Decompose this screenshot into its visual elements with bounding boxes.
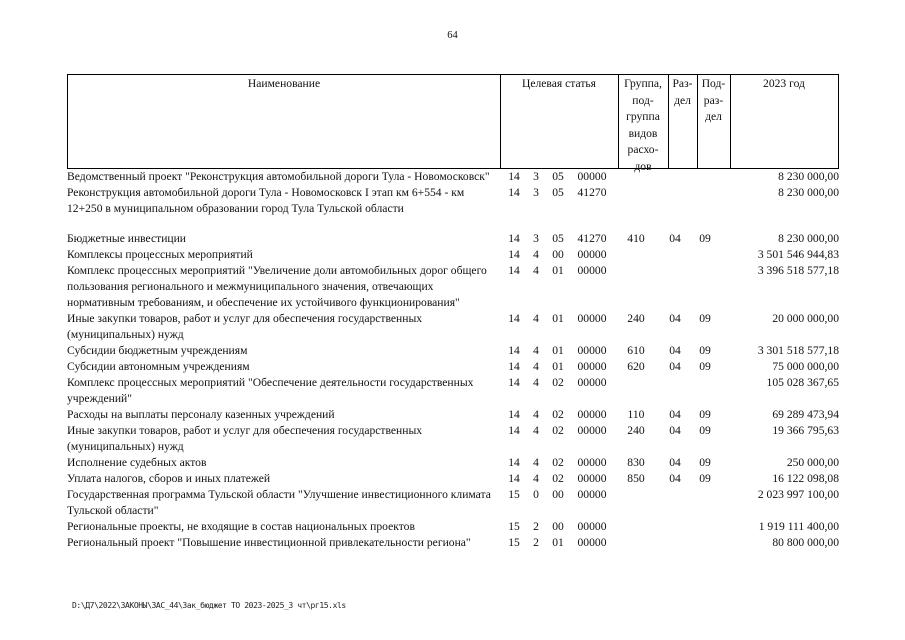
cell-b: 4 bbox=[533, 456, 539, 469]
cell-r: 04 bbox=[669, 472, 681, 485]
cell-a: 14 bbox=[508, 424, 520, 437]
cell-v: 80 800 000,00 bbox=[772, 536, 839, 549]
cell-v: 250 000,00 bbox=[786, 456, 839, 469]
table-row bbox=[67, 423, 839, 455]
table-row bbox=[67, 487, 839, 519]
cell-a: 15 bbox=[508, 520, 520, 533]
cell-c: 01 bbox=[552, 360, 564, 373]
cell-v: 8 230 000,00 bbox=[778, 170, 839, 183]
table-row bbox=[67, 311, 839, 343]
cell-v: 2 023 997 100,00 bbox=[757, 488, 839, 501]
cell-d: 00000 bbox=[577, 520, 607, 533]
table-row bbox=[67, 535, 839, 551]
cell-b: 4 bbox=[533, 424, 539, 437]
cell-p: 09 bbox=[699, 312, 711, 325]
cell-r: 04 bbox=[669, 424, 681, 437]
cell-a: 14 bbox=[508, 456, 520, 469]
cell-r: 04 bbox=[669, 232, 681, 245]
cell-p: 09 bbox=[699, 344, 711, 357]
cell-name: Комплекс процессных мероприятий "Увеличение доли автомобильных дорог общего пользования регионального и межмуниципального значения, отвечающих нормативным требованиям, и обеспечение их устойчивого функционирования" bbox=[67, 264, 487, 309]
cell-v: 3 501 546 944,83 bbox=[757, 248, 839, 261]
cell-name: Ведомственный проект "Реконструкция автомобильной дороги Тула - Новомосковск" bbox=[67, 170, 490, 183]
cell-p: 09 bbox=[699, 232, 711, 245]
cell-d: 00000 bbox=[577, 376, 607, 389]
cell-a: 14 bbox=[508, 472, 520, 485]
cell-g: 240 bbox=[627, 312, 645, 325]
table-row bbox=[67, 263, 839, 311]
cell-g: 850 bbox=[627, 472, 645, 485]
header-subsection: Под- раз- дел bbox=[701, 77, 726, 124]
budget-table bbox=[67, 74, 839, 551]
cell-a: 14 bbox=[508, 360, 520, 373]
cell-g: 240 bbox=[627, 424, 645, 437]
cell-v: 8 230 000,00 bbox=[778, 232, 839, 245]
cell-c: 02 bbox=[552, 456, 564, 469]
cell-d: 41270 bbox=[577, 232, 607, 245]
cell-c: 02 bbox=[552, 376, 564, 389]
cell-v: 8 230 000,00 bbox=[778, 186, 839, 199]
cell-a: 14 bbox=[508, 248, 520, 261]
cell-v: 16 122 098,08 bbox=[772, 472, 839, 485]
cell-v: 3 396 518 577,18 bbox=[757, 264, 839, 277]
cell-name: Иные закупки товаров, работ и услуг для обеспечения государственных (муниципальных) нужд bbox=[67, 424, 423, 453]
cell-v: 3 301 518 577,18 bbox=[757, 344, 839, 357]
cell-name: Субсидии бюджетным учреждениям bbox=[67, 344, 248, 357]
cell-c: 02 bbox=[552, 408, 564, 421]
cell-p: 09 bbox=[699, 408, 711, 421]
cell-a: 14 bbox=[508, 344, 520, 357]
cell-a: 14 bbox=[508, 170, 520, 183]
cell-a: 15 bbox=[508, 536, 520, 549]
cell-c: 01 bbox=[552, 264, 564, 277]
cell-c: 05 bbox=[552, 170, 564, 183]
cell-g: 110 bbox=[627, 408, 645, 421]
table-row bbox=[67, 185, 839, 217]
cell-p: 09 bbox=[699, 424, 711, 437]
cell-c: 01 bbox=[552, 536, 564, 549]
table-body bbox=[67, 169, 839, 551]
cell-d: 00000 bbox=[577, 456, 607, 469]
cell-name: Государственная программа Тульской области "Улучшение инвестиционного климата Тульской области" bbox=[67, 488, 491, 517]
cell-b: 2 bbox=[533, 520, 539, 533]
cell-d: 41270 bbox=[577, 186, 607, 199]
cell-g: 410 bbox=[627, 232, 645, 245]
cell-b: 4 bbox=[533, 344, 539, 357]
table-row bbox=[67, 343, 839, 359]
cell-a: 14 bbox=[508, 408, 520, 421]
table-row bbox=[67, 455, 839, 471]
cell-name: Уплата налогов, сборов и иных платежей bbox=[67, 472, 271, 485]
cell-d: 00000 bbox=[577, 360, 607, 373]
cell-b: 4 bbox=[533, 376, 539, 389]
table-row bbox=[67, 169, 839, 185]
cell-b: 4 bbox=[533, 264, 539, 277]
cell-b: 4 bbox=[533, 360, 539, 373]
cell-b: 3 bbox=[533, 170, 539, 183]
cell-p: 09 bbox=[699, 360, 711, 373]
cell-d: 00000 bbox=[577, 536, 607, 549]
cell-name: Субсидии автономным учреждениям bbox=[67, 360, 250, 373]
cell-c: 02 bbox=[552, 424, 564, 437]
table-row bbox=[67, 471, 839, 487]
cell-v: 69 289 473,94 bbox=[772, 408, 839, 421]
header-target: Целевая статья bbox=[521, 77, 597, 90]
table-row bbox=[67, 359, 839, 375]
cell-d: 00000 bbox=[577, 424, 607, 437]
cell-g: 830 bbox=[627, 456, 645, 469]
cell-c: 05 bbox=[552, 186, 564, 199]
cell-c: 00 bbox=[552, 248, 564, 261]
table-row bbox=[67, 407, 839, 423]
table-row bbox=[67, 375, 839, 407]
cell-v: 105 028 367,65 bbox=[766, 376, 839, 389]
cell-b: 4 bbox=[533, 312, 539, 325]
cell-name: Реконструкция автомобильной дороги Тула - Новомосковск I этап км 6+554 - км 12+250 в муниципальном образовании город Тула Тульской области bbox=[67, 186, 465, 215]
cell-b: 4 bbox=[533, 472, 539, 485]
header-section: Раз- дел bbox=[672, 77, 693, 107]
cell-name: Исполнение судебных актов bbox=[67, 456, 207, 469]
cell-a: 14 bbox=[508, 376, 520, 389]
cell-d: 00000 bbox=[577, 472, 607, 485]
cell-a: 14 bbox=[508, 186, 520, 199]
cell-d: 00000 bbox=[577, 488, 607, 501]
header-group: Группа, под- группа видов расхо- дов bbox=[624, 77, 662, 173]
cell-v: 20 000 000,00 bbox=[772, 312, 839, 325]
header-year: 2023 год bbox=[763, 77, 805, 90]
table-row bbox=[67, 231, 839, 247]
cell-b: 3 bbox=[533, 186, 539, 199]
cell-b: 4 bbox=[533, 248, 539, 261]
cell-d: 00000 bbox=[577, 248, 607, 261]
cell-c: 00 bbox=[552, 520, 564, 533]
table-row bbox=[67, 247, 839, 263]
cell-d: 00000 bbox=[577, 312, 607, 325]
cell-r: 04 bbox=[669, 360, 681, 373]
file-path: D:\Д7\2022\ЗАКОНЫ\ЗАС_44\Зак_бюджет ТО 2023-2025_3 чт\рг15.xls bbox=[72, 601, 346, 610]
cell-c: 05 bbox=[552, 232, 564, 245]
cell-name: Региональные проекты, не входящие в состав национальных проектов bbox=[67, 520, 415, 533]
cell-a: 14 bbox=[508, 312, 520, 325]
cell-name: Региональный проект "Повышение инвестиционной привлекательности региона" bbox=[67, 536, 471, 549]
header-name: Наименование bbox=[247, 77, 321, 90]
cell-name: Комплексы процессных мероприятий bbox=[67, 248, 253, 261]
cell-c: 00 bbox=[552, 488, 564, 501]
cell-g: 620 bbox=[627, 360, 645, 373]
cell-g: 610 bbox=[627, 344, 645, 357]
cell-c: 01 bbox=[552, 312, 564, 325]
cell-c: 01 bbox=[552, 344, 564, 357]
table-header bbox=[67, 74, 839, 173]
cell-r: 04 bbox=[669, 456, 681, 469]
cell-name: Иные закупки товаров, работ и услуг для обеспечения государственных (муниципальных) нужд bbox=[67, 312, 423, 341]
cell-name: Бюджетные инвестиции bbox=[67, 232, 187, 245]
cell-a: 15 bbox=[508, 488, 520, 501]
cell-r: 04 bbox=[669, 408, 681, 421]
cell-r: 04 bbox=[669, 344, 681, 357]
table-row bbox=[67, 519, 839, 535]
cell-a: 14 bbox=[508, 264, 520, 277]
cell-p: 09 bbox=[699, 456, 711, 469]
cell-d: 00000 bbox=[577, 344, 607, 357]
cell-d: 00000 bbox=[577, 408, 607, 421]
page-number: 64 bbox=[447, 30, 458, 41]
cell-d: 00000 bbox=[577, 264, 607, 277]
cell-name: Расходы на выплаты персоналу казенных учреждений bbox=[67, 408, 335, 421]
cell-b: 3 bbox=[533, 232, 539, 245]
cell-d: 00000 bbox=[577, 170, 607, 183]
cell-a: 14 bbox=[508, 232, 520, 245]
cell-p: 09 bbox=[699, 472, 711, 485]
cell-b: 2 bbox=[533, 536, 539, 549]
cell-v: 19 366 795,63 bbox=[772, 424, 839, 437]
cell-c: 02 bbox=[552, 472, 564, 485]
cell-r: 04 bbox=[669, 312, 681, 325]
cell-name: Комплекс процессных мероприятий "Обеспечение деятельности государственных учреждений" bbox=[67, 376, 474, 405]
cell-v: 75 000 000,00 bbox=[772, 360, 839, 373]
cell-b: 0 bbox=[533, 488, 539, 501]
cell-b: 4 bbox=[533, 408, 539, 421]
cell-v: 1 919 111 400,00 bbox=[758, 520, 839, 533]
